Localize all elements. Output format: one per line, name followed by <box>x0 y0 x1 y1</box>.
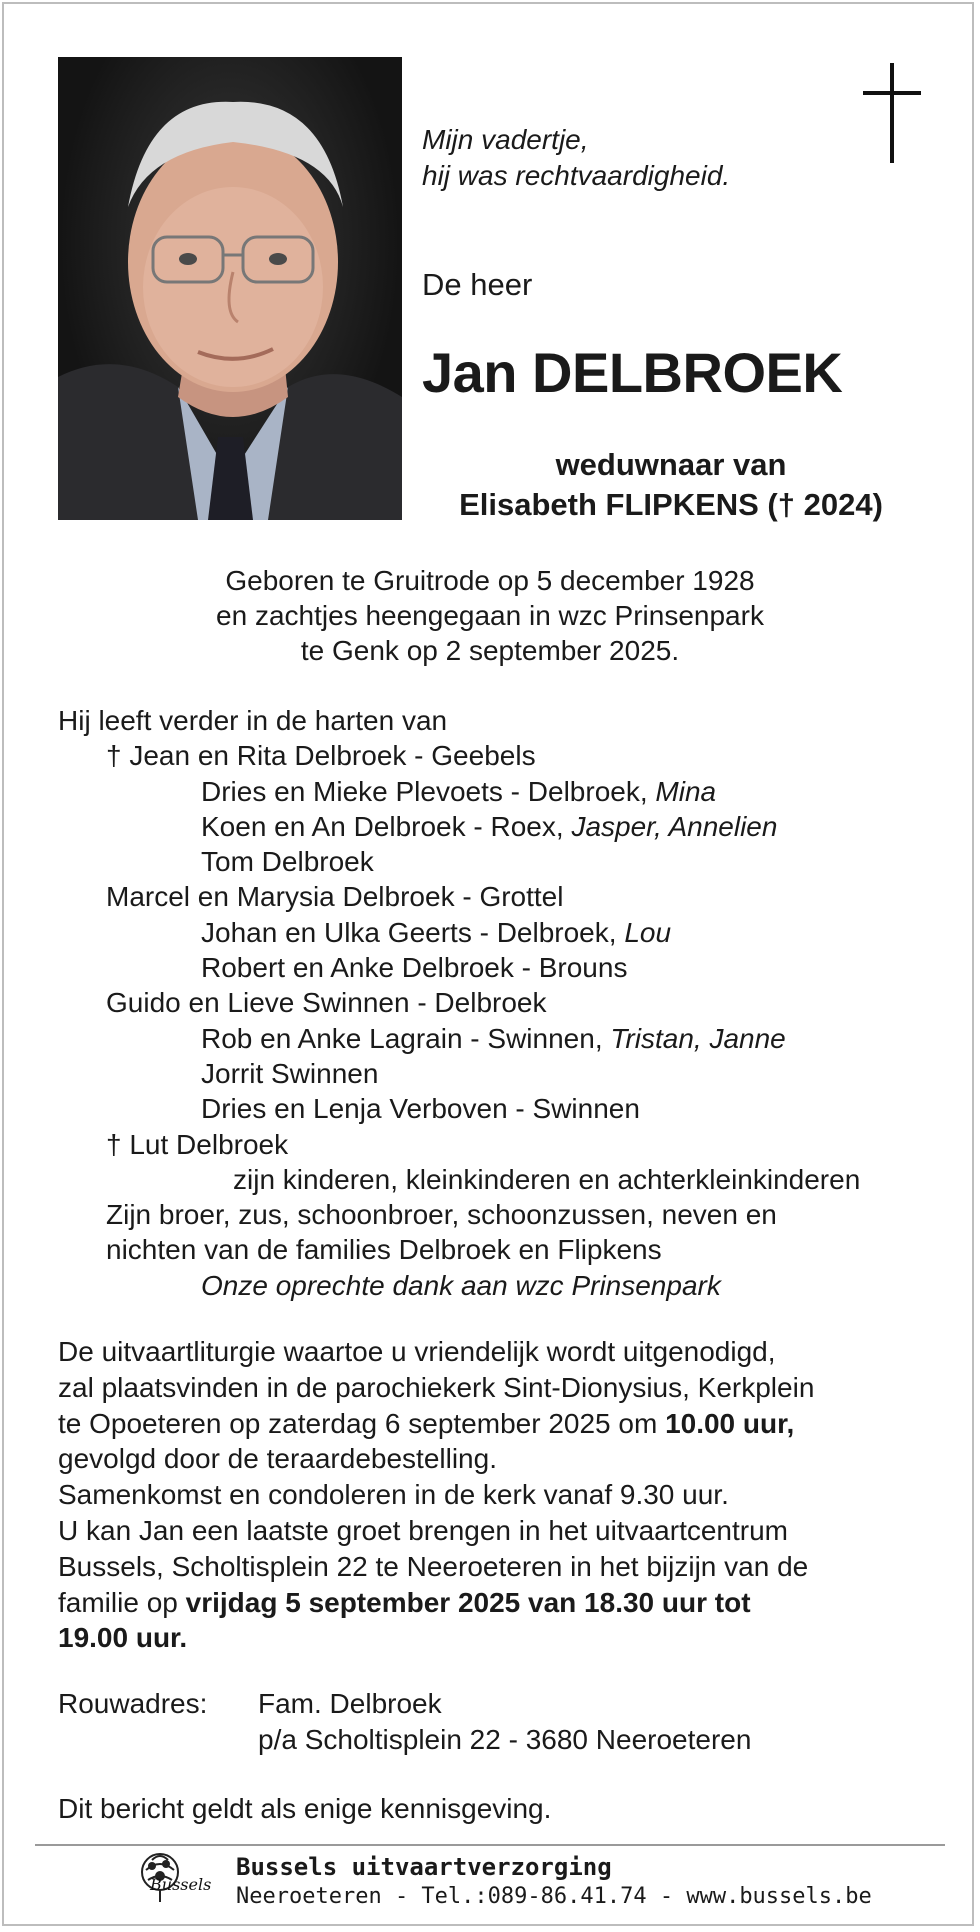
footer-divider <box>35 1844 945 1846</box>
family-row: Dries en Lenja Verboven - Swinnen <box>201 1093 640 1125</box>
company-name: Bussels uitvaartverzorging <box>236 1853 612 1881</box>
birth-death-info <box>58 563 922 668</box>
quote-line: hij was rechtvaardigheid. <box>422 160 731 191</box>
address-label: Rouwadres: <box>58 1688 208 1719</box>
family-row: Johan en Ulka Geerts - Delbroek, Lou <box>201 916 672 948</box>
quote-line: Mijn vadertje, <box>422 124 589 155</box>
service-line: zal plaatsvinden in de parochiekerk Sint-Dionysius, Kerkplein <box>58 1371 815 1403</box>
birth-line: en zachtjes heengegaan in wzc Prinsenpark <box>216 600 764 631</box>
latin-cross-icon <box>863 63 921 163</box>
service-line: U kan Jan een laatste groet brengen in het uitvaartcentrum <box>58 1514 788 1546</box>
service-line: De uitvaartliturgie waartoe u vriendelijk wordt uitgenodigd, <box>58 1336 776 1367</box>
widower-of <box>422 445 920 525</box>
birth-line: te Genk op 2 september 2025. <box>300 635 680 666</box>
family-row: Jorrit Swinnen <box>201 1057 379 1089</box>
spouse-name: Elisabeth FLIPKENS († 2024) <box>459 487 883 522</box>
logo-text: Bussels <box>150 1875 212 1894</box>
thanks-line: Onze oprechte dank aan wzc Prinsenpark <box>201 1269 721 1301</box>
bussels-tree-logo-icon <box>130 1850 225 1910</box>
service-line: Bussels, Scholtisplein 22 te Neeroeteren in het bijzijn van de <box>58 1550 809 1582</box>
family-row: zijn kinderen, kleinkinderen en achterkleinkinderen <box>233 1163 861 1195</box>
mourning-address <box>58 1686 751 1758</box>
service-line: gevolgd door de teraardebestelling. <box>58 1443 497 1475</box>
address-line: Fam. Delbroek <box>258 1688 442 1719</box>
service-line: te Opoeteren op zaterdag 6 september 2025 om 10.00 uur, <box>58 1407 795 1439</box>
family-row: † Lut Delbroek <box>106 1128 289 1160</box>
service-line: 19.00 uur. <box>58 1622 188 1654</box>
family-row: Tom Delbroek <box>201 846 374 878</box>
quote <box>422 122 730 194</box>
birth-line: Geboren te Gruitrode op 5 december 1928 <box>225 565 755 596</box>
family-row: Dries en Mieke Plevoets - Delbroek, Mina <box>201 775 717 807</box>
family-intro: Hij leeft verder in de harten van <box>58 705 448 736</box>
company-contact: Neeroeteren - Tel.:089-86.41.74 - www.bussels.be <box>236 1884 872 1909</box>
deceased-name: Jan DELBROEK <box>422 341 843 404</box>
widow-label: weduwnaar van <box>555 447 787 482</box>
funeral-service-info <box>58 1334 814 1656</box>
family-row: Rob en Anke Lagrain - Swinnen, Tristan, Janne <box>201 1022 786 1054</box>
portrait-photo <box>58 57 402 520</box>
family-row: nichten van de families Delbroek en Flipkens <box>106 1234 662 1266</box>
family-list <box>58 703 860 1303</box>
service-line: familie op vrijdag 5 september 2025 van 18.30 uur tot <box>58 1586 751 1618</box>
address-line: p/a Scholtisplein 22 - 3680 Neeroeteren <box>258 1724 752 1755</box>
family-row: Guido en Lieve Swinnen - Delbroek <box>106 987 547 1019</box>
service-line: Samenkomst en condoleren in de kerk vanaf 9.30 uur. <box>58 1479 729 1511</box>
family-row: Robert en Anke Delbroek - Brouns <box>201 952 628 984</box>
family-row: † Jean en Rita Delbroek - Geebels <box>106 740 536 772</box>
family-row: Zijn broer, zus, schoonbroer, schoonzussen, neven en <box>106 1199 777 1231</box>
family-row: Koen en An Delbroek - Roex, Jasper, Annelien <box>201 810 778 842</box>
notice-text: Dit bericht geldt als enige kennisgeving. <box>58 1793 552 1824</box>
family-row: Marcel en Marysia Delbroek - Grottel <box>106 881 564 913</box>
salutation: De heer <box>422 267 533 302</box>
